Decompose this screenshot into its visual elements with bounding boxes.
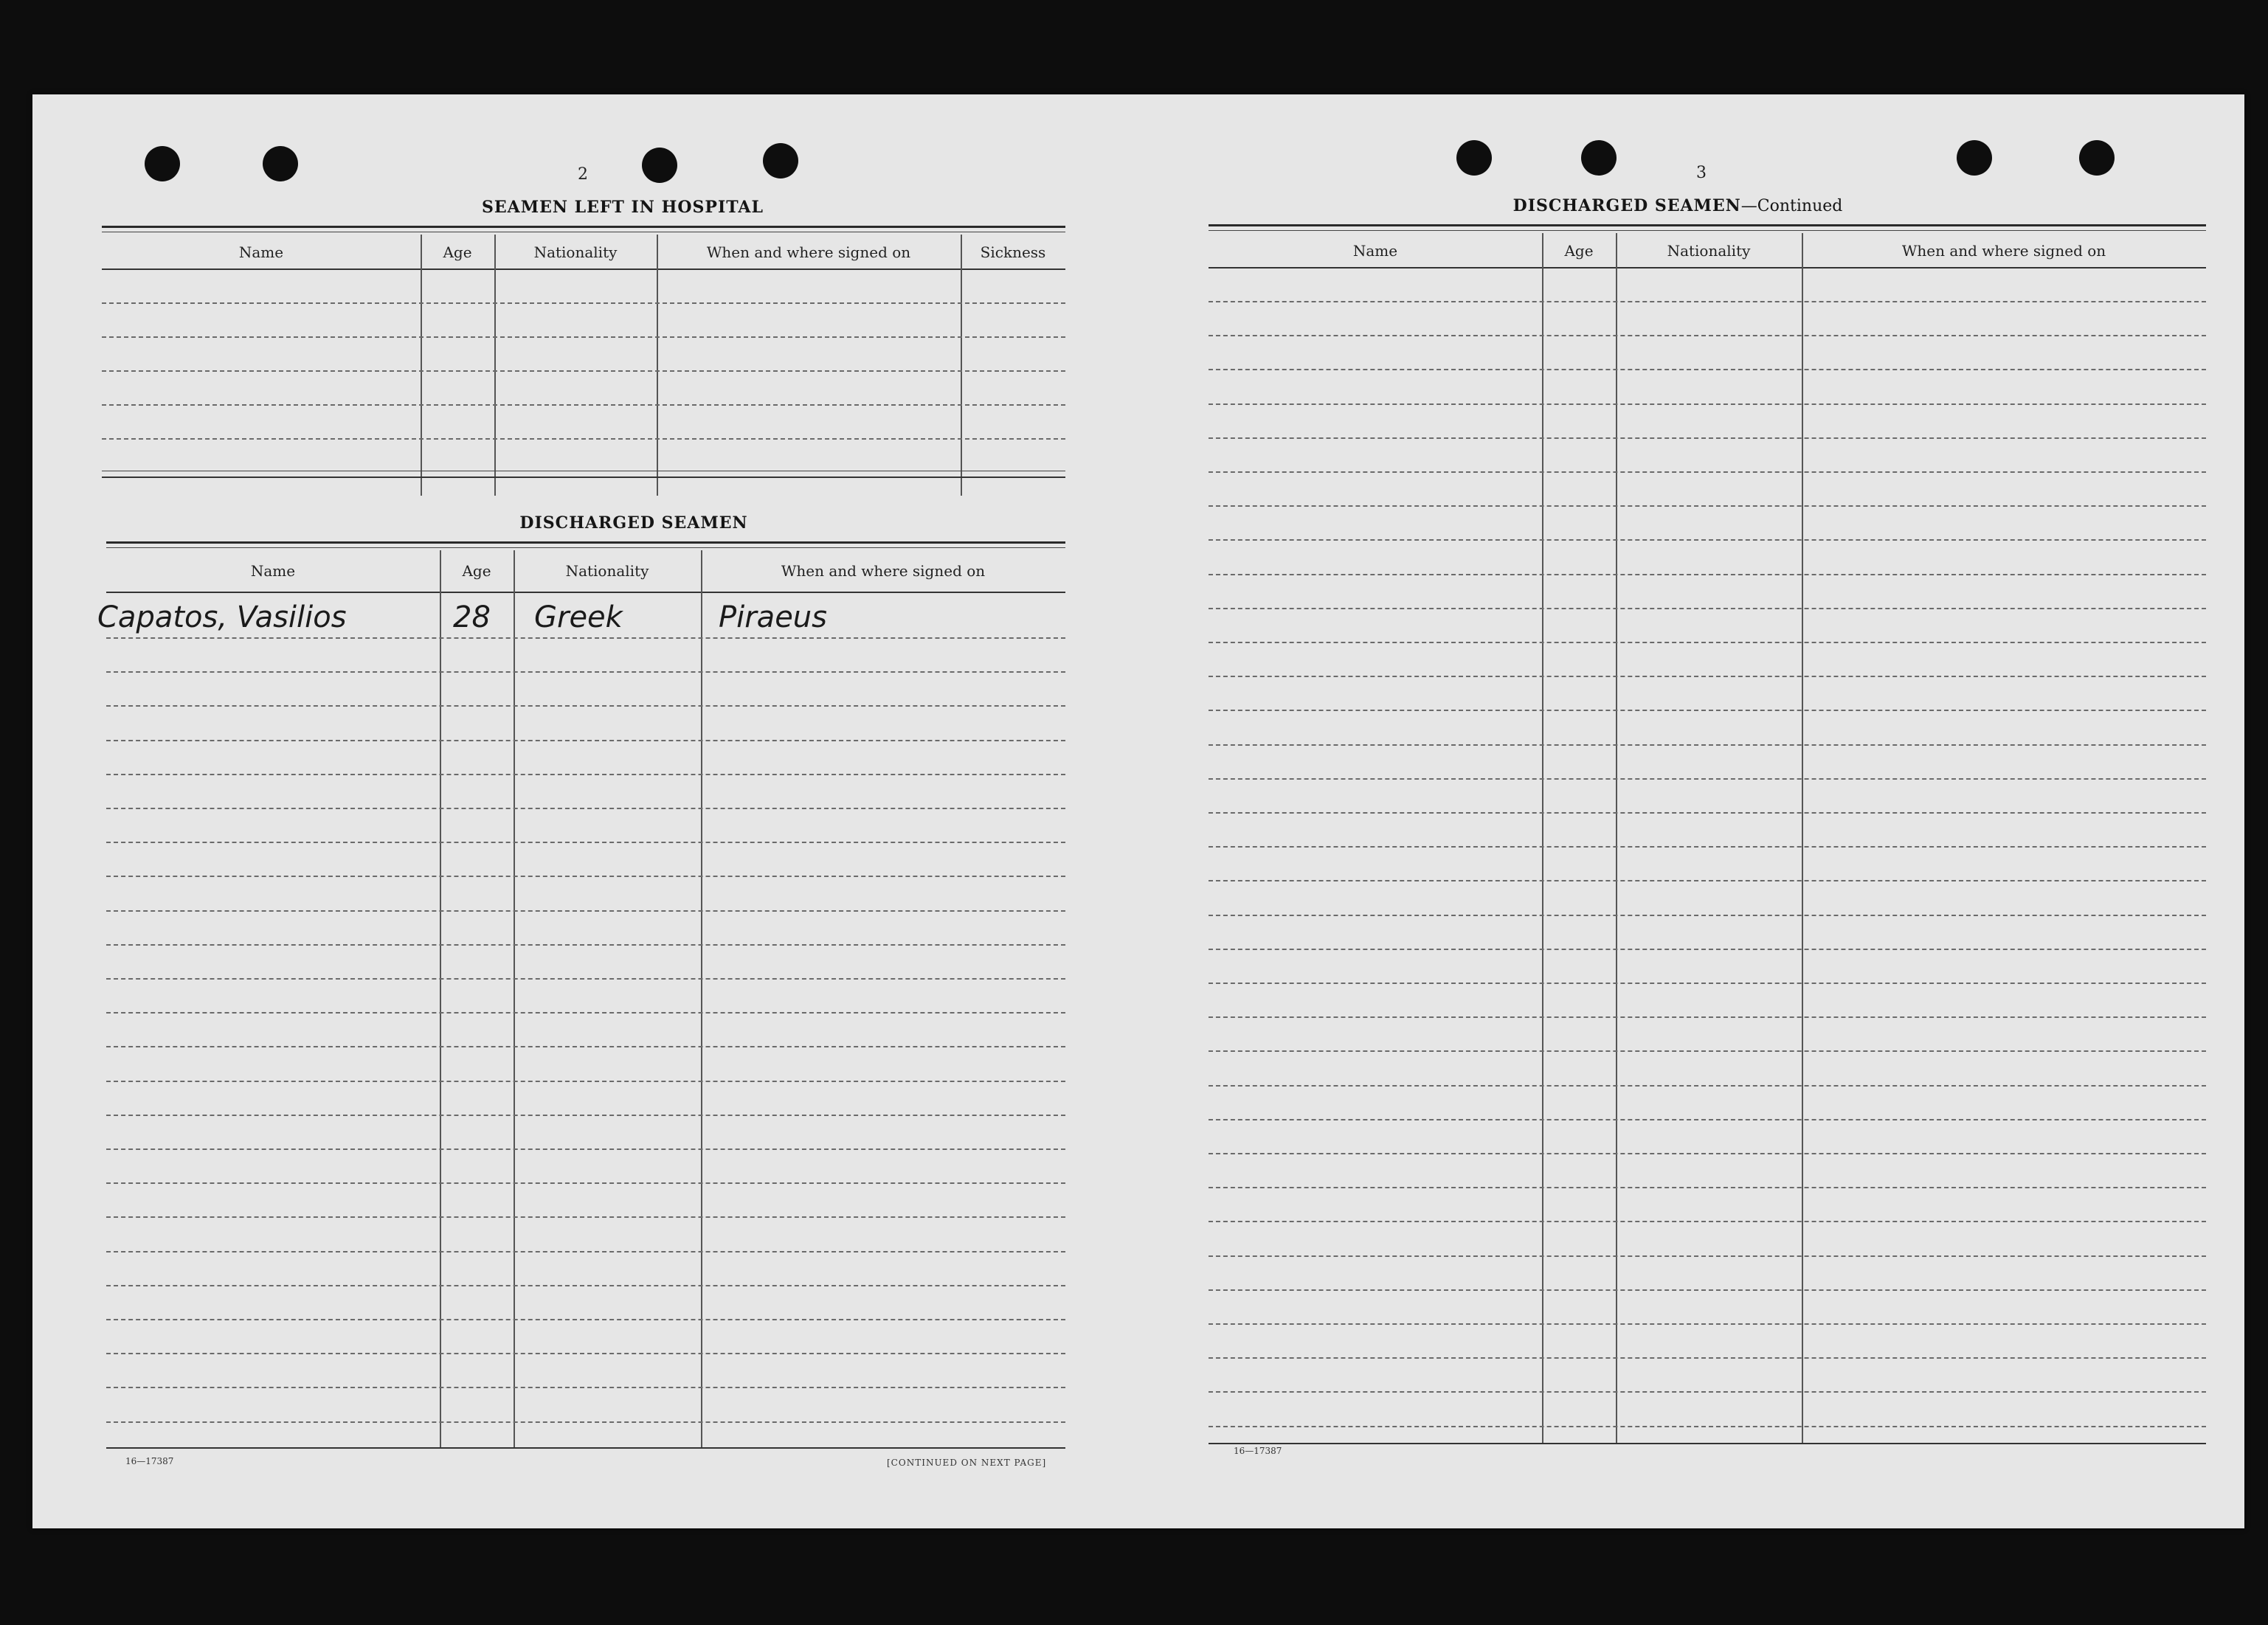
discharged-continued-title	[1456, 196, 1899, 215]
table-row	[1209, 1255, 2206, 1257]
discharged-section-title: DISCHARGED SEAMEN	[519, 513, 748, 533]
punch-hole	[263, 146, 298, 181]
punch-hole	[642, 148, 677, 183]
column-header-name: Name	[250, 562, 296, 580]
hospital-section-title: SEAMEN LEFT IN HOSPITAL	[482, 198, 764, 217]
punch-hole	[1957, 140, 1992, 176]
table-row	[102, 336, 1065, 338]
table-row	[106, 978, 1065, 980]
table-row	[1209, 676, 2206, 677]
table-row	[1209, 369, 2206, 370]
table-row	[106, 1046, 1065, 1047]
table-row	[1209, 1323, 2206, 1325]
form-number: 16—17387	[125, 1456, 174, 1466]
table-row	[1209, 1221, 2206, 1222]
table-row	[1209, 778, 2206, 780]
column-header-nationality: Nationality	[1667, 242, 1751, 260]
column-header-signed-on: When and where signed on	[1901, 242, 2106, 260]
table-row	[106, 1387, 1065, 1388]
table-row	[1209, 1050, 2206, 1052]
column-header-name: Name	[1352, 242, 1398, 260]
table-row	[1209, 403, 2206, 405]
table-row	[106, 1319, 1065, 1320]
table-row	[1209, 1187, 2206, 1188]
punch-hole	[1456, 140, 1492, 176]
discharged-title-main: DISCHARGED SEAMEN	[1512, 196, 1741, 215]
entry-signed-on: Piraeus	[719, 600, 827, 634]
column-header-nationality: Nationality	[533, 243, 618, 261]
table-row	[106, 1421, 1065, 1423]
table-row	[106, 944, 1065, 946]
table-row	[102, 302, 1065, 304]
column-header-age: Age	[1564, 242, 1594, 260]
table-row	[1209, 915, 2206, 916]
table-row	[1209, 1119, 2206, 1120]
entry-age: 28	[453, 600, 491, 634]
table-row	[1209, 471, 2206, 473]
table-row	[1209, 1016, 2206, 1018]
table-row	[1209, 710, 2206, 711]
table-row	[1209, 301, 2206, 302]
table-row	[106, 876, 1065, 877]
column-header-signed-on: When and where signed on	[706, 243, 911, 261]
table-row	[1209, 846, 2206, 848]
table-row	[1209, 437, 2206, 439]
table-row	[1209, 574, 2206, 575]
table-row	[1209, 812, 2206, 814]
table-row	[1209, 539, 2206, 541]
table-row	[1209, 949, 2206, 950]
table-row	[1209, 642, 2206, 643]
table-row	[106, 910, 1065, 912]
table-row	[1209, 505, 2206, 507]
table-row	[106, 1353, 1065, 1354]
entry-nationality: Greek	[534, 600, 623, 634]
table-row	[1209, 1153, 2206, 1154]
punch-hole	[763, 143, 798, 179]
table-row	[106, 705, 1065, 707]
table-row	[1209, 608, 2206, 609]
table-row	[1209, 1357, 2206, 1359]
ledger-sheet	[32, 94, 2244, 1528]
column-header-age: Age	[443, 243, 472, 261]
table-row	[102, 404, 1065, 406]
table-row	[106, 637, 1065, 639]
table-row	[106, 774, 1065, 775]
table-row	[1209, 1085, 2206, 1087]
hospital-table	[102, 226, 1065, 587]
table-row	[1209, 880, 2206, 881]
table-row	[1209, 1289, 2206, 1291]
column-header-name: Name	[238, 243, 284, 261]
table-row	[106, 671, 1065, 673]
table-row	[106, 740, 1065, 741]
punch-hole	[145, 146, 180, 181]
table-row	[1209, 335, 2206, 336]
page-number: 2	[578, 165, 588, 184]
table-row	[1209, 983, 2206, 984]
table-row	[106, 1081, 1065, 1082]
table-row	[1209, 744, 2206, 746]
table-row	[106, 1148, 1065, 1150]
column-header-age: Age	[462, 562, 491, 580]
entry-name: Capatos, Vasilios	[97, 600, 347, 634]
discharged-title-continued: —Continued	[1740, 197, 1843, 215]
discharged-table	[97, 541, 1065, 1452]
page-number: 3	[1696, 164, 1707, 182]
form-number: 16—17387	[1234, 1446, 1282, 1456]
discharged-continued-table	[1209, 224, 2206, 1449]
table-row	[106, 842, 1065, 843]
column-header-sickness: Sickness	[980, 243, 1046, 261]
table-row	[106, 1012, 1065, 1014]
table-row	[102, 370, 1065, 372]
punch-hole	[1581, 140, 1617, 176]
continued-note: [CONTINUED ON NEXT PAGE]	[887, 1458, 1047, 1468]
table-row	[106, 1251, 1065, 1252]
table-row	[106, 1216, 1065, 1218]
table-row	[102, 438, 1065, 440]
table-row	[1209, 1391, 2206, 1393]
table-row	[106, 1182, 1065, 1184]
table-row	[106, 1115, 1065, 1116]
column-header-signed-on: When and where signed on	[781, 562, 986, 580]
column-header-nationality: Nationality	[565, 562, 649, 580]
table-row	[106, 1285, 1065, 1286]
table-row	[106, 808, 1065, 809]
punch-hole	[2079, 140, 2115, 176]
table-row	[1209, 1426, 2206, 1427]
